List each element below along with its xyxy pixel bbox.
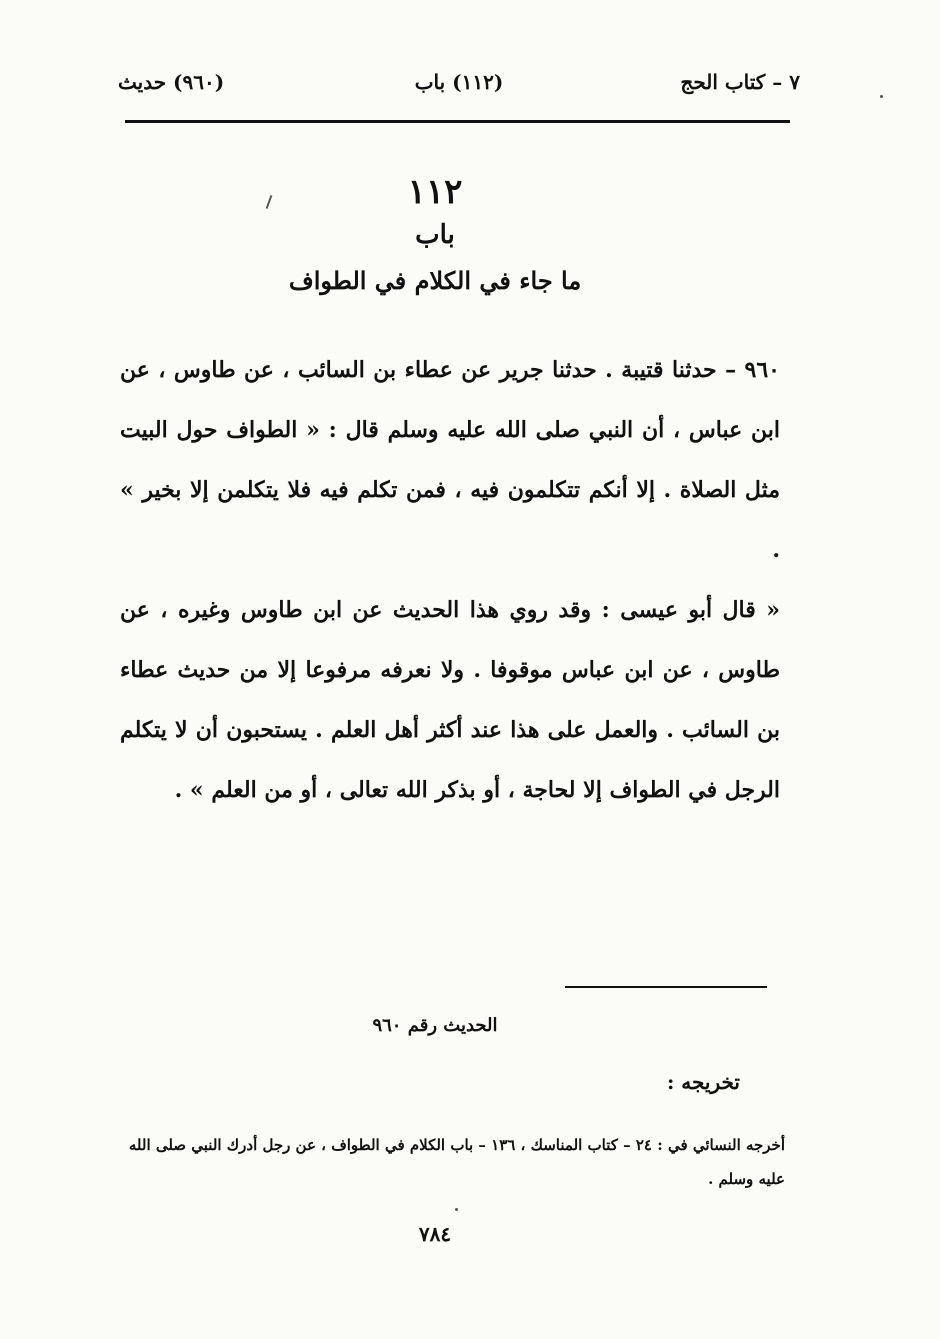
takhrij-label: تخريجه : xyxy=(666,1070,740,1094)
hadith-commentary: « قال أبو عيسى : وقد روي هذا الحديث عن ابن طاوس وغيره ، عن طاوس ، عن ابن عباس موقوفا . ولا نعرفه مرفوعا إلا من حديث عطاء بن السائب . والعمل على هذا عند أكثر أهل العلم . يستحبون أن لا يتكلم الرجل في الطواف إلا لحاجة ، أو بذكر الله تعالى ، أو من العلم » . xyxy=(120,597,780,803)
scan-speck xyxy=(880,95,883,98)
header-book: ٧ – كتاب الحج xyxy=(680,70,800,94)
chapter-title: ما جاء في الكلام في الطواف xyxy=(288,266,582,295)
header-chapter: (١١٢) باب xyxy=(414,70,504,94)
header-hadith: (٩٦٠) حديث xyxy=(118,70,225,94)
page-number: ٧٨٤ xyxy=(418,1222,452,1246)
running-header xyxy=(118,70,800,104)
takhrij-text: أخرجه النسائي في : ٢٤ – كتاب المناسك ، ١٣٦ – باب الكلام في الطواف ، عن رجل أدرك النبي صلى الله عليه وسلم . xyxy=(128,1136,785,1188)
chapter-number: ١١٢ xyxy=(407,172,463,212)
hadith-text: ٩٦٠ – حدثنا قتيبة . حدثنا جرير عن عطاء بن السائب ، عن طاوس ، عن ابن عباس ، أن النبي صلى الله عليه وسلم قال : « الطواف حول البيت مثل الصلاة . إلا أنكم تتكلمون فيه ، فمن تكلم فيه فلا يتكلمن إلا بخير » . xyxy=(120,357,780,563)
header-divider xyxy=(125,120,790,123)
scan-speck xyxy=(455,1208,458,1211)
chapter-word: باب xyxy=(415,220,455,250)
footnote-divider xyxy=(565,986,767,988)
footnote-hadith-ref: الحديث رقم ٩٦٠ xyxy=(372,1015,498,1036)
